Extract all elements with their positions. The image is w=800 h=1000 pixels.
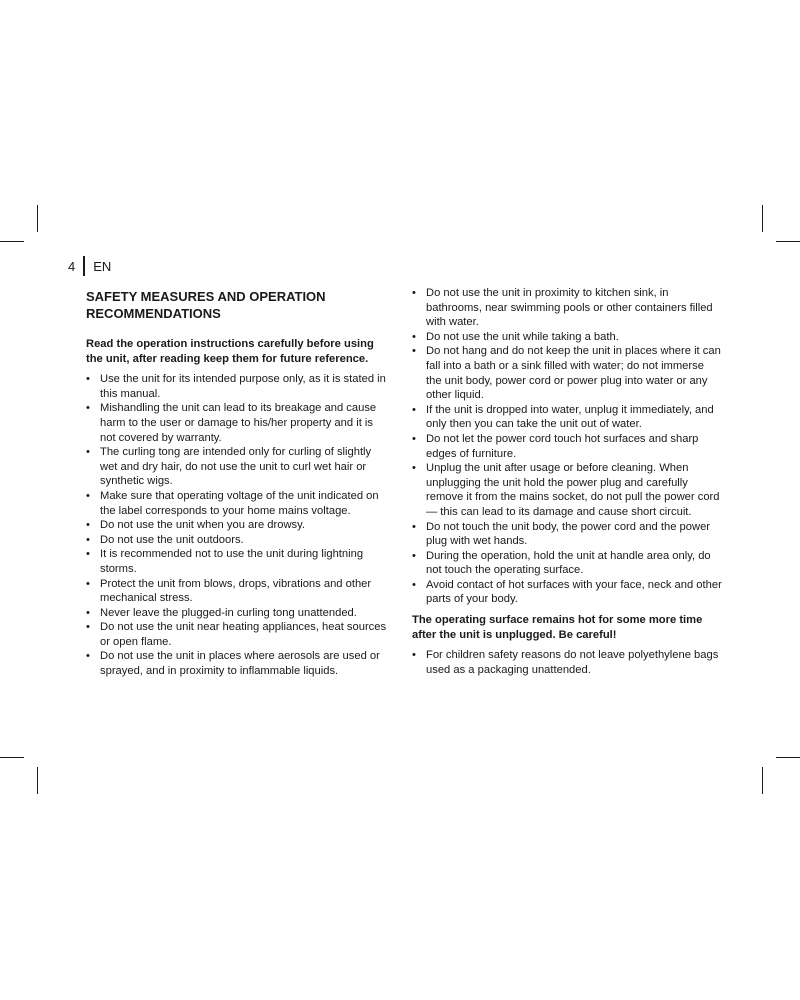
list-item: • Unplug the unit after usage or before cleaning. When unplugging the unit hold the power plug and carefully remove it from the mains socket, do not pull the power cord — this can lead to its damage and cause short circuit. [412, 461, 722, 519]
list-item: • The curling tong are intended only for curling of slightly wet and dry hair, do not use the unit to curl wet hair or synthetic wigs. [86, 445, 391, 489]
list-item: • During the operation, hold the unit at handle area only, do not touch the operating surface. [412, 549, 722, 578]
list-item: • Use the unit for its intended purpose only, as it is stated in this manual. [86, 372, 391, 401]
list-item: • Protect the unit from blows, drops, vibrations and other mechanical stress. [86, 577, 391, 606]
warning-note: The operating surface remains hot for some more time after the unit is unplugged. Be careful! [412, 614, 703, 641]
list-item: • Do not use the unit in proximity to kitchen sink, in bathrooms, near swimming pools or other containers filled with water. [412, 286, 722, 330]
intro-text: Read the operation instructions carefully before using the unit, after reading keep them for future reference. [86, 338, 374, 365]
right-column [412, 286, 722, 677]
list-item: • Mishandling the unit can lead to its breakage and cause harm to the user or damage to his/her property and it is not covered by warranty. [86, 401, 391, 445]
list-item: • Make sure that operating voltage of the unit indicated on the label corresponds to your home mains voltage. [86, 489, 391, 518]
crop-mark [0, 757, 24, 758]
page-number: 4 [68, 258, 76, 274]
crop-mark [37, 205, 38, 232]
list-item: • If the unit is dropped into water, unplug it immediately, and only then you can take the unit out of water. [412, 403, 722, 432]
list-item: • Avoid contact of hot surfaces with your face, neck and other parts of your body. [412, 578, 722, 607]
list-item: • Do not use the unit near heating appliances, heat sources or open flame. [86, 620, 391, 649]
list-item: • It is recommended not to use the unit during lightning storms. [86, 547, 391, 576]
list-item: • Do not hang and do not keep the unit in places where it can fall into a bath or a sink filled with water; do not immerse the unit body, power cord or power plug into water or any other liquid. [412, 344, 722, 402]
section-title: SAFETY MEASURES AND OPERATION RECOMMENDATIONS [86, 289, 326, 321]
safety-list-left [86, 372, 391, 678]
safety-list-right [412, 286, 722, 607]
header-separator [83, 256, 85, 276]
list-item: • Do not use the unit outdoors. [86, 533, 391, 548]
crop-mark [37, 767, 38, 794]
crop-mark [762, 767, 763, 794]
list-item: • Do not use the unit while taking a bath. [412, 330, 722, 345]
crop-mark [776, 757, 800, 758]
list-item: • Do not touch the unit body, the power cord and the power plug with wet hands. [412, 520, 722, 549]
list-item: • Do not use the unit when you are drowsy. [86, 518, 391, 533]
crop-mark [762, 205, 763, 232]
crop-mark [0, 241, 24, 242]
language-label: EN [93, 258, 112, 274]
page-header [68, 256, 111, 276]
list-item: • Do not let the power cord touch hot surfaces and sharp edges of furniture. [412, 432, 722, 461]
left-column [86, 286, 391, 679]
safety-list-right-extra [412, 648, 722, 677]
list-item: • For children safety reasons do not leave polyethylene bags used as a packaging unattended. [412, 648, 722, 677]
crop-mark [776, 241, 800, 242]
list-item: • Never leave the plugged-in curling tong unattended. [86, 606, 391, 621]
list-item: • Do not use the unit in places where aerosols are used or sprayed, and in proximity to inflammable liquids. [86, 649, 391, 678]
